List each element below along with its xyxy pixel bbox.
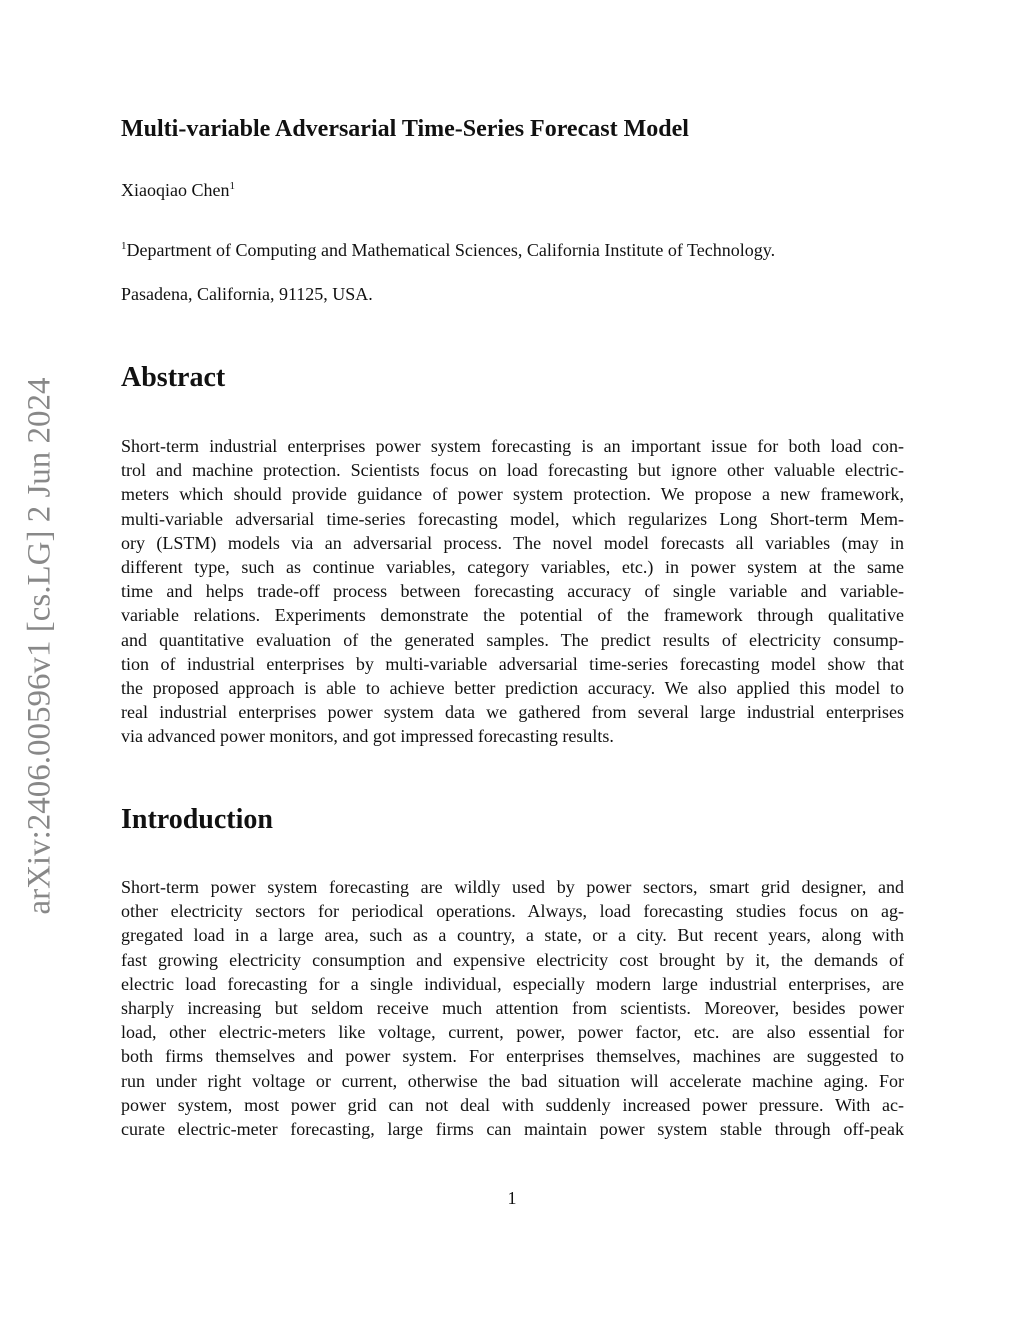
page-number: 1 bbox=[507, 1188, 517, 1208]
text-line: and quantitative evaluation of the generated samples. The predict results of electricity consump- bbox=[121, 629, 904, 650]
paper-title: Multi-variable Adversarial Time-Series Forecast Model bbox=[121, 116, 689, 142]
text-line: load, other electric-meters like voltage, current, power, power factor, etc. are also essential for bbox=[121, 1022, 904, 1043]
abstract-paragraph bbox=[121, 434, 904, 749]
address: Pasadena, California, 91125, USA. bbox=[121, 284, 373, 304]
text-line: meters which should provide guidance of power system protection. We propose a new framework, bbox=[121, 484, 904, 505]
text-line: run under right voltage or current, otherwise the bad situation will accelerate machine aging. For bbox=[121, 1070, 904, 1091]
text-line: tion of industrial enterprises by multi-variable adversarial time-series forecasting model show that bbox=[121, 653, 904, 674]
text-line: trol and machine protection. Scientists focus on load forecasting but ignore other valuable electric- bbox=[121, 460, 904, 481]
abstract-heading: Abstract bbox=[121, 362, 226, 393]
text-line: variable relations. Experiments demonstrate the potential of the framework through qualitative bbox=[121, 605, 904, 626]
text-line: power system, most power grid can not deal with suddenly increased power pressure. With ac- bbox=[121, 1094, 904, 1115]
text-line: gregated load in a large area, such as a country, a state, or a city. But recent years, along with bbox=[121, 925, 904, 946]
text-line: Short-term power system forecasting are wildly used by power sectors, smart grid designer, and bbox=[121, 877, 904, 897]
affiliation-superscript: 1 bbox=[121, 240, 127, 252]
introduction-paragraph bbox=[121, 875, 904, 1141]
text-line: via advanced power monitors, and got impressed forecasting results. bbox=[121, 726, 614, 747]
text-line: electric load forecasting for a single individual, especially modern large industrial enterprises, are bbox=[121, 973, 904, 994]
arxiv-identifier: arXiv:2406.00596v1 [cs.LG] 2 Jun 2024 bbox=[21, 377, 58, 915]
text-line: Short-term industrial enterprises power system forecasting is an important issue for both load con- bbox=[121, 436, 904, 456]
author-name: Xiaoqiao Chen bbox=[121, 180, 230, 200]
affiliation bbox=[121, 240, 775, 261]
text-line: the proposed approach is able to achieve better prediction accuracy. We also applied this model to bbox=[121, 678, 904, 699]
affiliation-text: Department of Computing and Mathematical Sciences, California Institute of Technology. bbox=[126, 240, 776, 260]
text-line: curate electric-meter forecasting, large firms can maintain power system stable through off-peak bbox=[121, 1119, 904, 1140]
introduction-heading: Introduction bbox=[121, 804, 273, 835]
text-line: ory (LSTM) models via an adversarial process. The novel model forecasts all variables (may in bbox=[121, 532, 904, 553]
text-line: real industrial enterprises power system data we gathered from several large industrial enterprises bbox=[121, 702, 904, 723]
text-line: sharply increasing but seldom receive much attention from scientists. Moreover, besides power bbox=[121, 998, 904, 1019]
text-line: time and helps trade-off process between forecasting accuracy of single variable and variable- bbox=[121, 581, 904, 602]
author-superscript: 1 bbox=[229, 180, 235, 192]
text-line: both firms themselves and power system. For enterprises themselves, machines are suggested to bbox=[121, 1046, 904, 1067]
text-line: multi-variable adversarial time-series forecasting model, which regularizes Long Short-term Mem- bbox=[121, 508, 904, 529]
text-line: different type, such as continue variables, category variables, etc.) in power system at the same bbox=[121, 557, 904, 578]
author bbox=[121, 180, 235, 201]
text-line: fast growing electricity consumption and expensive electricity cost brought by it, the demands of bbox=[121, 949, 904, 970]
text-line: other electricity sectors for periodical operations. Always, load forecasting studies focus on ag- bbox=[121, 901, 904, 922]
